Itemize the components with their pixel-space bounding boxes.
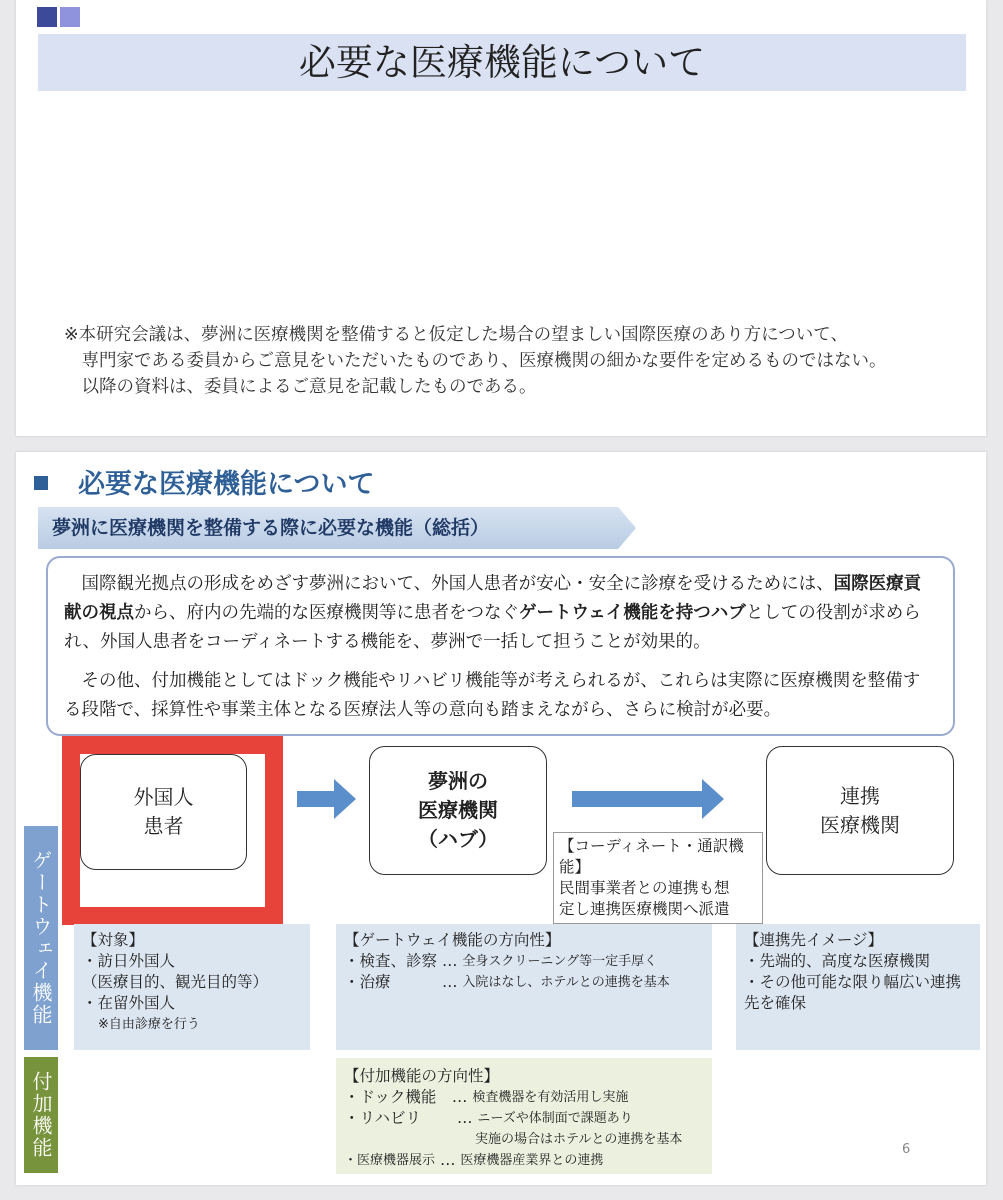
hub-hospital-box [369,746,547,875]
partner-title: 【連携先イメージ】 [744,931,884,949]
summary-ribbon-label: 夢洲に医療機関を整備する際に必要な機能（総括） [52,517,490,539]
partner-line: ・その他可能な限り幅広い連携 [744,973,962,991]
row-value: 検査機器を有効活用し実施 [472,1090,629,1105]
target-line: ・訪日外国人 [82,952,176,970]
additional-side-label: 付加機能 [24,1057,58,1173]
hub-line: （ハブ） [417,827,499,851]
partner-line: 連携 [840,783,880,808]
gateway-row [344,951,704,972]
para1-text-b: から、府内の先端的な医療機関等に患者をつなぐ [134,603,519,623]
arrow-right-icon [297,791,334,807]
additional-row [344,1150,704,1171]
para1-text-c: としての役割が求められ、外国人患者をコーディネートする機能を、夢洲で一括して担うことが効果的。 [64,603,921,652]
target-title: 【対象】 [82,931,145,949]
summary-paragraph-1 [64,570,937,657]
para1-text-a: 国際観光拠点の形成をめざす夢洲において、外国人患者が安心・安全に診療を受けるためには、 [81,574,834,594]
summary-box [46,556,955,736]
gateway-direction-panel [336,924,712,1050]
target-small-note: ※自由診療を行う [98,1017,200,1032]
patient-line: 患者 [143,814,184,838]
slide-2-heading: 必要な医療機能について [78,469,375,500]
hub-line: 医療機関 [417,798,498,822]
heading-bullet [34,476,48,490]
partner-line: 先を確保 [744,994,807,1012]
red-highlight-frame [62,736,283,925]
slide-1 [16,0,986,436]
row-value: 入院はなし、ホテルとの連携を基本 [462,975,670,990]
additional-direction-panel [336,1058,712,1174]
row-sep: … [421,1109,478,1127]
row-value: ニーズや体制面で課題あり [477,1111,633,1126]
coord-line: 定し連携医療機関へ派遣 [559,900,730,918]
row-sep: … [437,952,463,970]
note-line: ※本研究会議は、夢洲に医療機関を整備すると仮定した場合の望ましい国際医療のあり方について、 [64,325,848,345]
coordination-note [553,832,763,924]
additional-row [344,1129,704,1150]
row-key: ・ドック機能 [344,1088,437,1106]
para1-bold-a: 国際医療貢献の視点 [64,574,922,623]
partner-line: 医療機関 [820,812,900,837]
row-sep: … [436,1088,473,1106]
note-line: 以降の資料は、委員によるご意見を記載したものである。 [64,377,537,397]
additional-title: 【付加機能の方向性】 [344,1067,500,1085]
patient-line: 外国人 [133,785,194,809]
target-line: （医療目的、観光目的等） [82,973,269,991]
slide-2 [16,452,986,1185]
row-key: ・リハビリ [344,1109,422,1127]
target-panel [74,924,310,1050]
gateway-side-label: ゲートウェイ機能 [24,826,58,1050]
row-key: ・検査、診察 [344,952,438,970]
row-sep: … [390,973,463,991]
hub-line: 夢洲の [427,769,488,793]
slide-1-title: 必要な医療機能について [298,41,706,84]
partner-image-panel [736,924,980,1050]
row-value: 医療機器産業界との連携 [460,1153,604,1168]
row-key: ・医療機器展示 [344,1153,436,1168]
page-number: 6 [902,1142,911,1157]
deco-square-dark [37,7,57,27]
additional-row [344,1087,704,1108]
disclaimer-note [64,322,974,400]
note-line: 専門家である委員からご意見をいただいたものであり、医療機関の細かな要件を定めるものではない。 [64,351,887,371]
additional-row [344,1108,704,1129]
summary-paragraph-2: その他、付加機能としてはドック機能やリハビリ機能等が考えられるが、これらは実際に医療機関を整備する段階で、採算性や事業主体となる医療法人等の意向も踏まえながら、さらに検討が必要。 [64,671,921,720]
partner-line: ・先端的、高度な医療機関 [744,952,931,970]
gateway-title: 【ゲートウェイ機能の方向性】 [344,931,561,949]
row-value: 全身スクリーニング等一定手厚く [462,954,658,969]
coord-line: 民間事業者との連携も想 [559,879,730,897]
partner-hospital-box [766,746,954,875]
row-sep: … [435,1151,461,1169]
deco-square-light [60,7,80,27]
row-value: 実施の場合はホテルとの連携を基本 [475,1132,683,1147]
para1-bold-b: ゲートウェイ機能を持つハブ [519,603,746,623]
target-line: ・在留外国人 [82,994,176,1012]
row-key: ・治療 [344,973,391,991]
coord-line: 【コーディネート・通訳機能】 [559,837,744,876]
arrow-right-icon [572,791,702,807]
gateway-row [344,972,704,993]
